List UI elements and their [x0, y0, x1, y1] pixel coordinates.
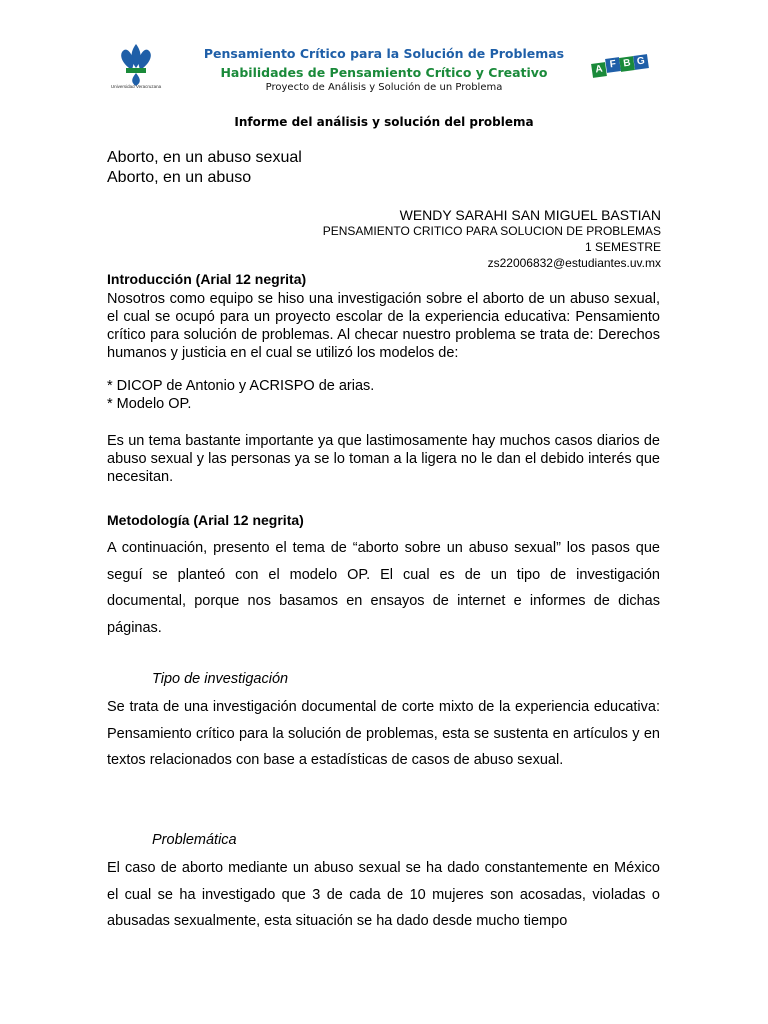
document-title-2: Aborto, en un abuso — [107, 169, 252, 186]
afbg-letter-g: G — [633, 54, 649, 70]
header-line-2: Habilidades de Pensamiento Crítico y Creativo — [220, 65, 548, 80]
header-line-3: Proyecto de Análisis y Solución de un Problema — [265, 82, 503, 93]
intro-paragraph-2: Es un tema bastante importante ya que lastimosamente hay muchos casos diarios de abuso sexual y las personas ya se lo toman a la ligera no le dan el debido interés que necesitan. — [107, 433, 660, 485]
afbg-letter-f: F — [605, 57, 621, 73]
method-paragraph-2: Se trata de una investigación documental de corte mixto de la experiencia educativa: Pensamiento crítico para la solución de problemas, esta se sustenta en artículos y en textos relacionados con base a estadísticas de casos de abuso sexual. — [107, 699, 660, 769]
method-heading: Metodología (Arial 12 negrita) — [107, 512, 304, 528]
document-title-1: Aborto, en un abuso sexual — [107, 149, 302, 166]
afbg-letter-a: A — [591, 62, 607, 78]
header-line-1: Pensamiento Crítico para la Solución de Problemas — [203, 46, 565, 61]
intro-paragraph-1: Nosotros como equipo se hiso una investigación sobre el aborto de un abuso sexual, el cual se ocupó para un proyecto escolar de la experiencia educativa: Pensamiento crítico para solución de problemas. Al checar nuestro problema se trata de: Derechos humanos y justicia en el cual se utilizó los modelos de: — [107, 291, 660, 361]
intro-bullet-2: * Modelo OP. — [107, 396, 192, 412]
author-course: PENSAMIENTO CRITICO PARA SOLUCION DE PROBLEMAS — [322, 224, 661, 238]
subheading-tipo-investigacion: Tipo de investigación — [152, 671, 289, 687]
author-email: zs22006832@estudiantes.uv.mx — [487, 256, 661, 270]
intro-heading: Introducción (Arial 12 negrita) — [107, 271, 307, 287]
author-name: WENDY SARAHI SAN MIGUEL BASTIAN — [399, 207, 661, 223]
subheading-problematica: Problemática — [152, 832, 237, 848]
afbg-letter-b: B — [619, 56, 635, 72]
report-title: Informe del análisis y solución del problema — [234, 115, 534, 129]
intro-bullet-1: * DICOP de Antonio y ACRISPO de arias. — [107, 378, 375, 394]
method-paragraph-3: El caso de aborto mediante un abuso sexual se ha dado constantemente en México el cual se ha investigado que 3 de cada de 10 mujeres son acosadas, violadas o abusadas sexualmente, esta situación se ha dado desde mucho tiempo — [107, 860, 660, 930]
afbg-logo — [592, 55, 652, 79]
university-logo-caption: Universidad Veracruzana — [110, 84, 162, 89]
author-semester: 1 SEMESTRE — [584, 240, 661, 254]
method-paragraph-1: A continuación, presento el tema de “aborto sobre un abuso sexual” los pasos que seguí se planteó con el modelo OP. El cual es de un tipo de investigación documental, porque nos basamos en ensayos de internet e informes de dichas páginas. — [107, 540, 660, 637]
